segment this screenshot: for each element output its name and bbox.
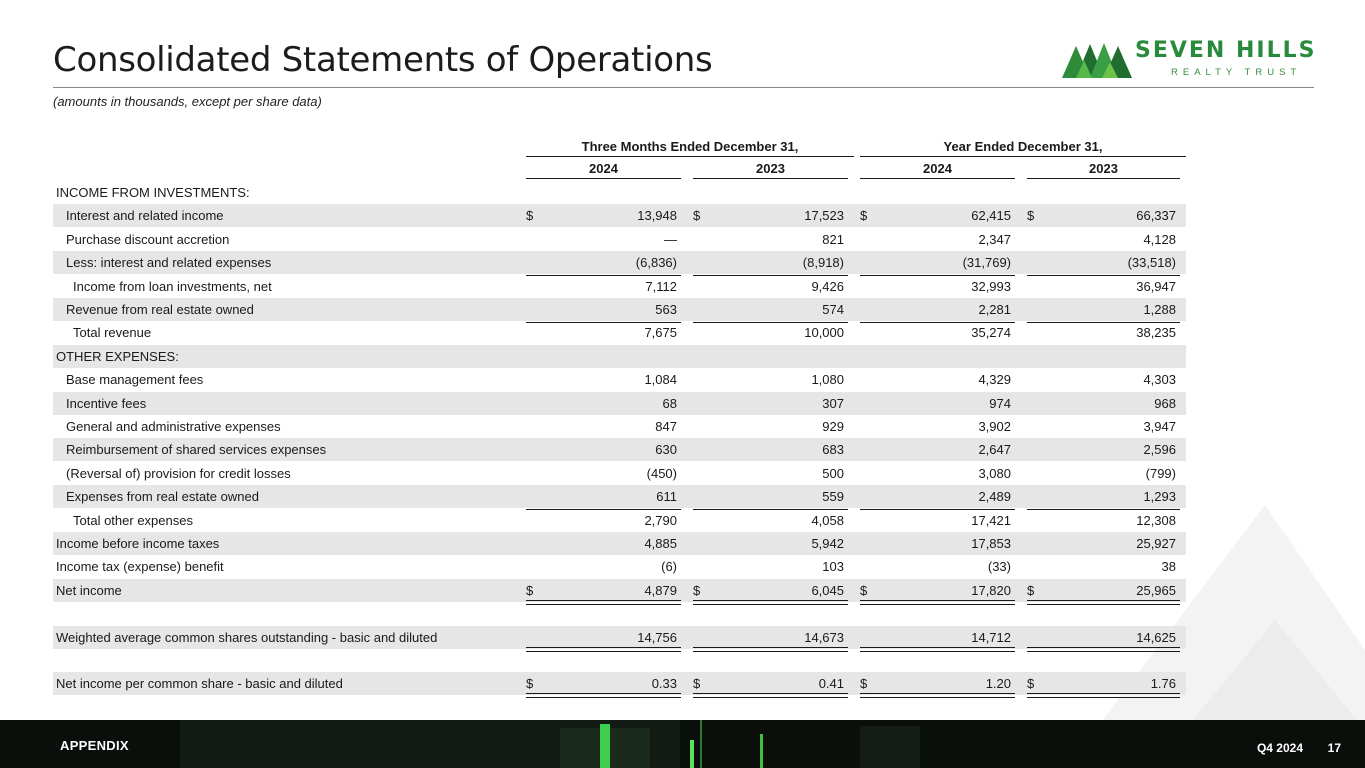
value-cell xyxy=(1027,185,1180,202)
cell-value: 574 xyxy=(822,302,844,317)
value-cell xyxy=(526,489,681,506)
cell-value: 847 xyxy=(655,419,677,434)
table-row xyxy=(53,438,1186,461)
value-cell xyxy=(860,676,1015,693)
value-cell xyxy=(860,325,1015,342)
cell-value: 2,647 xyxy=(978,442,1011,458)
cell-value: 2,347 xyxy=(978,231,1011,247)
page-title: Consolidated Statements of Operations xyxy=(53,40,713,80)
cell-value: 17,523 xyxy=(804,208,844,224)
value-cell xyxy=(860,302,1015,319)
cell-value: 1,084 xyxy=(644,372,677,388)
row-label: Less: interest and related expenses xyxy=(66,255,272,271)
cell-value: (6) xyxy=(661,559,677,575)
table-row xyxy=(53,392,1186,415)
value-cell xyxy=(693,630,848,647)
cell-value: 62,415 xyxy=(971,208,1011,224)
cell-value: (33) xyxy=(987,559,1011,575)
value-cell xyxy=(860,466,1015,483)
table-row xyxy=(53,345,1186,368)
cell-value: 974 xyxy=(989,395,1011,411)
year-column-header: 2024 xyxy=(923,161,952,176)
year-column-header: 2024 xyxy=(589,161,618,176)
value-cell xyxy=(860,232,1015,249)
table-row xyxy=(53,368,1186,391)
value-cell xyxy=(1027,279,1180,296)
cell-value: (8,918) xyxy=(802,255,844,271)
value-cell xyxy=(1027,489,1180,506)
value-cell xyxy=(1027,513,1180,530)
value-cell xyxy=(693,302,848,319)
cell-value: 66,337 xyxy=(1136,208,1176,224)
value-cell xyxy=(860,559,1015,576)
cell-value: 2,790 xyxy=(644,512,677,528)
year-column-header: 2023 xyxy=(1089,161,1118,176)
cell-value: 1,293 xyxy=(1143,489,1176,505)
cell-value: 38,235 xyxy=(1136,325,1176,341)
cell-value: 929 xyxy=(822,419,844,434)
value-cell xyxy=(1027,349,1180,366)
currency-symbol: $ xyxy=(860,582,868,598)
page-number: 17 xyxy=(1327,741,1341,755)
table-row xyxy=(53,181,1186,204)
row-label: Net income xyxy=(56,582,122,598)
cell-value: 630 xyxy=(655,442,677,458)
cell-value: 2,596 xyxy=(1143,442,1176,458)
value-cell xyxy=(1027,302,1180,319)
cell-value: (799) xyxy=(1145,465,1176,481)
period-group-header: Three Months Ended December 31, xyxy=(581,139,799,154)
row-label: Total other expenses xyxy=(73,512,193,528)
cell-value: 1,288 xyxy=(1143,302,1176,317)
value-cell xyxy=(526,559,681,576)
row-label: General and administrative expenses xyxy=(66,419,281,434)
value-cell xyxy=(526,466,681,483)
table-row xyxy=(53,626,1186,649)
footer-bar xyxy=(0,720,1365,768)
value-cell xyxy=(860,396,1015,413)
cell-value: 563 xyxy=(655,302,677,317)
cell-value: 3,947 xyxy=(1143,419,1176,434)
row-label: Revenue from real estate owned xyxy=(66,302,254,317)
table-row xyxy=(53,321,1186,344)
header-underline xyxy=(1027,178,1180,179)
currency-symbol: $ xyxy=(693,582,701,598)
table-row xyxy=(53,672,1186,695)
value-cell xyxy=(526,372,681,389)
value-cell xyxy=(526,513,681,530)
value-cell xyxy=(526,583,681,600)
cell-value: 25,965 xyxy=(1136,582,1176,598)
cell-value: 17,421 xyxy=(971,512,1011,528)
value-cell xyxy=(1027,396,1180,413)
currency-symbol: $ xyxy=(1027,582,1035,598)
row-label: Purchase discount accretion xyxy=(66,231,230,247)
cell-value: 1.76 xyxy=(1150,676,1176,692)
cell-value: 14,625 xyxy=(1136,629,1176,645)
currency-symbol: $ xyxy=(1027,208,1035,224)
value-cell xyxy=(860,349,1015,366)
table-row xyxy=(53,298,1186,321)
title-divider xyxy=(53,87,1314,88)
cell-value: 35,274 xyxy=(971,325,1011,341)
cell-value: 7,112 xyxy=(645,278,677,294)
value-cell xyxy=(693,232,848,249)
cell-value: 10,000 xyxy=(804,325,844,341)
value-cell xyxy=(693,185,848,202)
currency-symbol: $ xyxy=(526,582,534,598)
row-label: Reimbursement of shared services expenses xyxy=(66,442,327,458)
cell-value: 4,303 xyxy=(1143,372,1176,388)
value-cell xyxy=(860,185,1015,202)
cell-value: — xyxy=(664,231,677,247)
value-cell xyxy=(693,583,848,600)
cell-value: 4,885 xyxy=(644,536,677,551)
table-row xyxy=(53,251,1186,274)
value-cell xyxy=(860,372,1015,389)
cell-value: 821 xyxy=(822,231,844,247)
value-cell xyxy=(693,349,848,366)
cell-value: 12,308 xyxy=(1136,512,1176,528)
cell-value: 14,673 xyxy=(804,629,844,645)
currency-symbol: $ xyxy=(693,676,701,692)
cell-value: 0.33 xyxy=(651,676,677,692)
cell-value: 4,879 xyxy=(644,582,677,598)
value-cell xyxy=(693,536,848,553)
table-row xyxy=(53,415,1186,438)
header-underline xyxy=(860,178,1015,179)
cell-value: 17,853 xyxy=(971,536,1011,551)
row-label: OTHER EXPENSES: xyxy=(56,348,179,364)
row-label: Total revenue xyxy=(73,325,152,341)
value-cell xyxy=(693,466,848,483)
table-row xyxy=(53,555,1186,578)
value-cell xyxy=(1027,232,1180,249)
table-row xyxy=(53,204,1186,227)
value-cell xyxy=(526,349,681,366)
value-cell xyxy=(526,396,681,413)
value-cell xyxy=(693,325,848,342)
value-cell xyxy=(860,489,1015,506)
value-cell xyxy=(860,255,1015,272)
value-cell xyxy=(1027,676,1180,693)
currency-symbol: $ xyxy=(526,208,534,224)
value-cell xyxy=(526,442,681,459)
value-cell xyxy=(526,676,681,693)
value-cell xyxy=(1027,255,1180,272)
cell-value: 17,820 xyxy=(971,582,1011,598)
currency-symbol: $ xyxy=(693,208,701,224)
value-cell xyxy=(1027,419,1180,436)
value-cell xyxy=(693,372,848,389)
year-column-header: 2023 xyxy=(756,161,785,176)
header-underline xyxy=(693,178,848,179)
currency-symbol: $ xyxy=(860,676,868,692)
cell-value: 103 xyxy=(822,559,844,575)
cell-value: (31,769) xyxy=(962,255,1011,271)
cell-value: 0.41 xyxy=(818,676,844,692)
value-cell xyxy=(693,255,848,272)
value-cell xyxy=(860,208,1015,225)
value-cell xyxy=(526,232,681,249)
cell-value: 6,045 xyxy=(811,582,844,598)
footer-background-graphic xyxy=(0,720,1365,768)
value-cell xyxy=(860,536,1015,553)
cell-value: 25,927 xyxy=(1136,536,1176,551)
cell-value: 1,080 xyxy=(811,372,844,388)
value-cell xyxy=(693,396,848,413)
value-cell xyxy=(693,676,848,693)
value-cell xyxy=(860,279,1015,296)
table-row xyxy=(53,462,1186,485)
footer-quarter: Q4 2024 xyxy=(1256,741,1303,755)
cell-value: 32,993 xyxy=(971,278,1011,294)
cell-value: 307 xyxy=(822,395,844,411)
value-cell xyxy=(693,419,848,436)
value-cell xyxy=(1027,630,1180,647)
value-cell xyxy=(1027,536,1180,553)
value-cell xyxy=(693,279,848,296)
cell-value: 3,080 xyxy=(978,465,1011,481)
cell-value: 7,675 xyxy=(644,325,677,341)
table-row xyxy=(53,485,1186,508)
cell-value: 14,756 xyxy=(637,629,677,645)
cell-value: 683 xyxy=(822,442,844,458)
cell-value: 500 xyxy=(822,465,844,481)
footer-section-label: APPENDIX xyxy=(60,738,129,753)
value-cell xyxy=(1027,442,1180,459)
row-label: Interest and related income xyxy=(66,208,224,224)
cell-value: 5,942 xyxy=(811,536,844,551)
value-cell xyxy=(860,583,1015,600)
value-cell xyxy=(526,208,681,225)
cell-value: 36,947 xyxy=(1136,278,1176,294)
value-cell xyxy=(1027,466,1180,483)
currency-symbol: $ xyxy=(860,208,868,224)
logo-name: SEVEN HILLS xyxy=(1135,38,1317,63)
cell-value: 2,281 xyxy=(978,302,1011,317)
value-cell xyxy=(860,419,1015,436)
cell-value: 611 xyxy=(656,489,677,505)
value-cell xyxy=(1027,559,1180,576)
table-row xyxy=(53,532,1186,555)
currency-symbol: $ xyxy=(526,676,534,692)
value-cell xyxy=(693,442,848,459)
cell-value: (450) xyxy=(646,465,677,481)
value-cell xyxy=(860,442,1015,459)
value-cell xyxy=(1027,372,1180,389)
row-label: Expenses from real estate owned xyxy=(66,489,259,505)
header-underline xyxy=(526,178,681,179)
table-row xyxy=(53,275,1186,298)
row-label: Incentive fees xyxy=(66,395,147,411)
row-label: Weighted average common shares outstanding - basic and diluted xyxy=(56,629,438,645)
row-label: Net income per common share - basic and diluted xyxy=(56,676,343,692)
row-label: Income from loan investments, net xyxy=(73,278,272,294)
cell-value: 4,128 xyxy=(1143,231,1176,247)
company-logo xyxy=(1062,38,1317,80)
table-row xyxy=(53,228,1186,251)
page-subtitle: (amounts in thousands, except per share data) xyxy=(53,94,322,109)
cell-value: 1.20 xyxy=(985,676,1011,692)
value-cell xyxy=(693,513,848,530)
value-cell xyxy=(526,536,681,553)
value-cell xyxy=(526,302,681,319)
value-cell xyxy=(526,279,681,296)
value-cell xyxy=(860,513,1015,530)
cell-value: (33,518) xyxy=(1127,255,1176,271)
value-cell xyxy=(526,255,681,272)
value-cell xyxy=(1027,583,1180,600)
cell-value: (6,836) xyxy=(635,255,677,271)
value-cell xyxy=(526,325,681,342)
cell-value: 9,426 xyxy=(811,278,844,294)
row-label: Income tax (expense) benefit xyxy=(56,559,224,575)
cell-value: 968 xyxy=(1154,395,1176,411)
table-row xyxy=(53,579,1186,602)
value-cell xyxy=(860,630,1015,647)
header-underline xyxy=(860,156,1186,157)
cell-value: 14,712 xyxy=(971,629,1011,645)
currency-symbol: $ xyxy=(1027,676,1035,692)
cell-value: 68 xyxy=(662,395,677,411)
value-cell xyxy=(1027,325,1180,342)
period-group-header: Year Ended December 31, xyxy=(943,139,1103,154)
value-cell xyxy=(526,630,681,647)
cell-value: 38 xyxy=(1161,559,1176,575)
mountain-peaks-icon xyxy=(1062,40,1134,82)
cell-value: 559 xyxy=(822,489,844,505)
value-cell xyxy=(1027,208,1180,225)
cell-value: 4,058 xyxy=(811,512,844,528)
cell-value: 2,489 xyxy=(978,489,1011,505)
value-cell xyxy=(693,489,848,506)
value-cell xyxy=(693,559,848,576)
row-label: INCOME FROM INVESTMENTS: xyxy=(56,185,250,200)
row-label: Income before income taxes xyxy=(56,536,220,551)
value-cell xyxy=(526,185,681,202)
cell-value: 3,902 xyxy=(978,419,1011,434)
row-label: Base management fees xyxy=(66,372,204,388)
value-cell xyxy=(526,419,681,436)
table-row xyxy=(53,509,1186,532)
cell-value: 4,329 xyxy=(978,372,1011,388)
logo-subtitle: REALTY TRUST xyxy=(1171,67,1302,78)
header-underline xyxy=(526,156,854,157)
row-label: (Reversal of) provision for credit losses xyxy=(66,465,291,481)
cell-value: 13,948 xyxy=(637,208,677,224)
value-cell xyxy=(693,208,848,225)
